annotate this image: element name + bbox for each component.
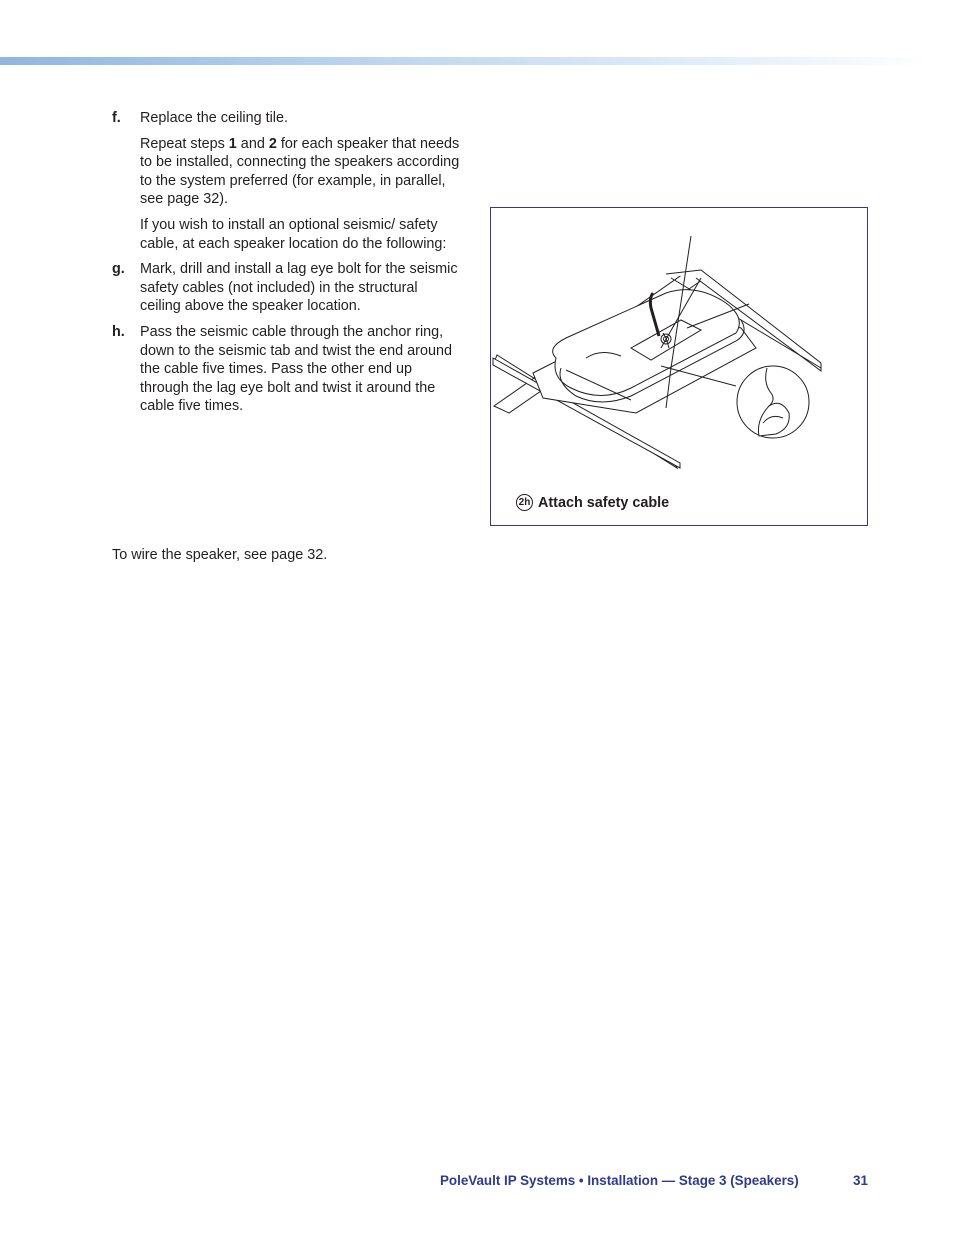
caption-text: Attach safety cable xyxy=(538,494,670,511)
step-g xyxy=(112,260,462,316)
step-text: Replace the ceiling tile. xyxy=(140,110,288,126)
figure-attach-safety-cable xyxy=(490,207,868,526)
step-f xyxy=(112,109,462,128)
seismic-intro-paragraph: If you wish to install an optional seismic/ safety cable, at each speaker location do the following: xyxy=(140,216,447,252)
step-h xyxy=(112,323,462,416)
step-ref-2: 2 xyxy=(268,135,277,152)
header-gradient-bar xyxy=(0,57,930,65)
step-letter: h. xyxy=(112,323,125,340)
step-letter: f. xyxy=(112,110,121,126)
speaker-illustration xyxy=(491,208,869,527)
step-text: Pass the seismic cable through the anchor ring, down to the seismic tab and twist the end around the cable five times. Pass the other end up through the lag eye bolt and twist it around the cable five times. xyxy=(140,323,452,415)
instruction-steps xyxy=(112,109,462,423)
step-letter: g. xyxy=(112,261,125,278)
speaker-body xyxy=(533,290,756,413)
step-ref-1: 1 xyxy=(228,135,237,152)
step-text: Mark, drill and install a lag eye bolt for the seismic safety cables (not included) in the structural ceiling above the speaker location. xyxy=(140,261,458,315)
figure-caption xyxy=(516,494,669,511)
detail-callout xyxy=(737,366,809,438)
step-badge: 2h xyxy=(516,494,533,511)
wire-note: To wire the speaker, see page 32. xyxy=(112,547,328,563)
repeat-suffix: for each speaker that needs to be installed, connecting the speakers according to the system preferred (for example, in parallel, see page 32). xyxy=(140,135,460,208)
repeat-steps-paragraph xyxy=(112,135,462,209)
footer-title: PoleVault IP Systems • Installation — Stage 3 (Speakers) xyxy=(440,1173,799,1188)
page-number: 31 xyxy=(853,1173,868,1188)
repeat-middle: and xyxy=(236,135,269,152)
repeat-prefix: Repeat steps xyxy=(140,135,229,152)
